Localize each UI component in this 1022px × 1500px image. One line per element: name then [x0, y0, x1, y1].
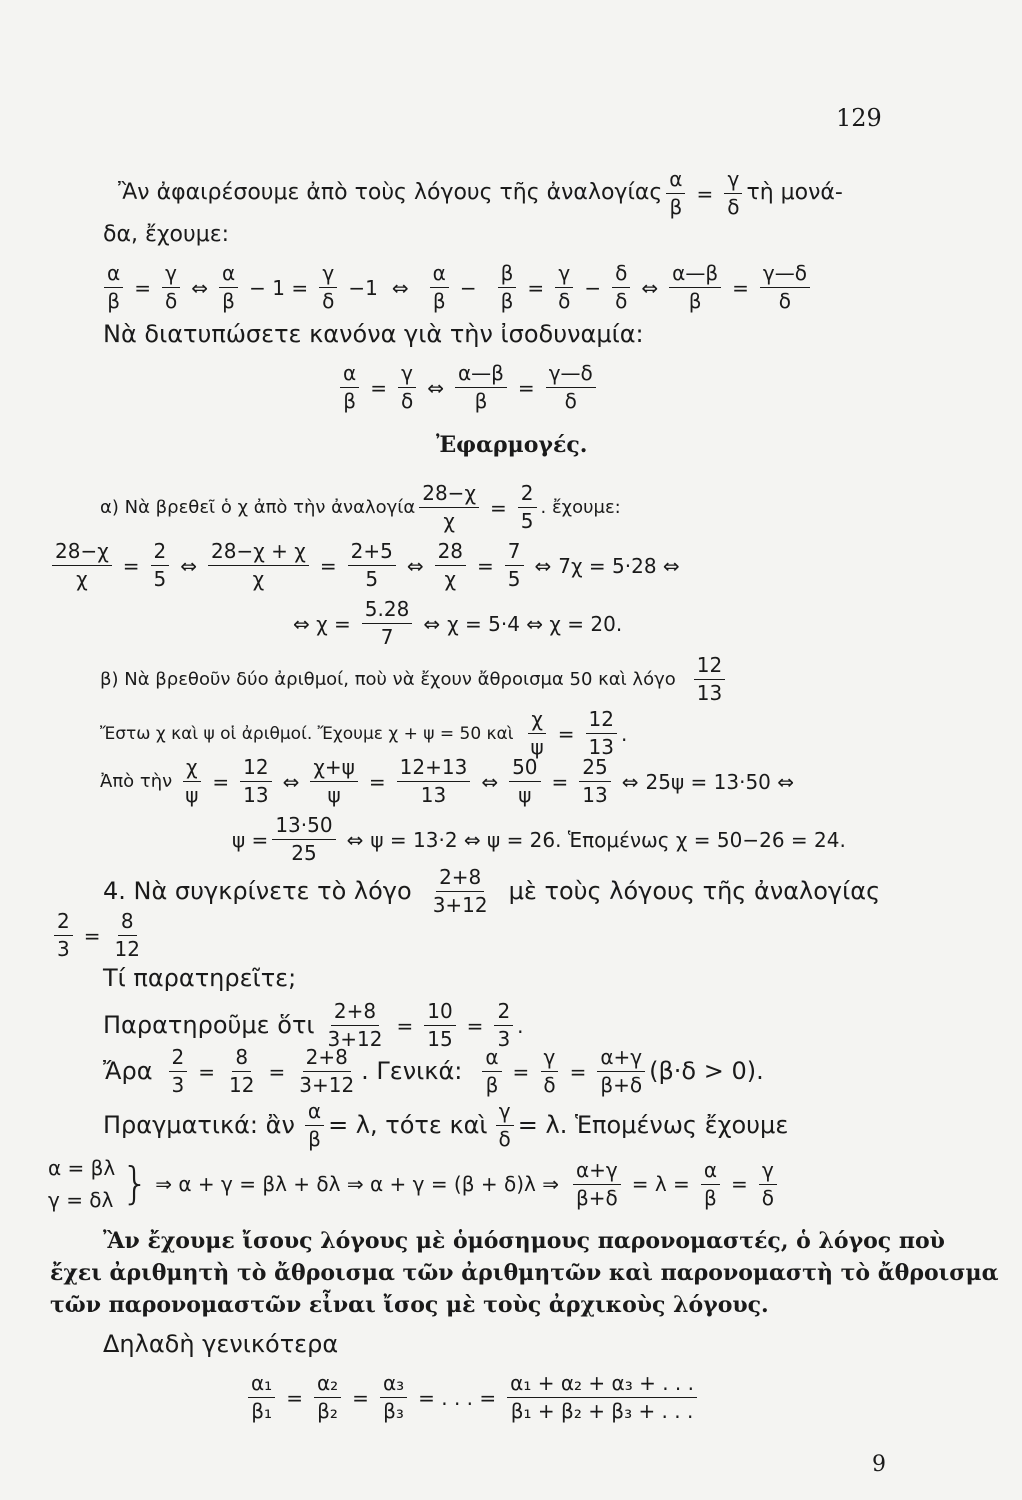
- app-b-eq-end: 25ψ = 13·50 ⇔: [645, 769, 795, 794]
- rule-line-3: τῶν παρονομαστῶν εἶναι ἴσος μὲ τοὺς ἀρχικοὺς λόγους.: [50, 1292, 769, 1318]
- intro-text-b: τὴ μονά-: [746, 180, 843, 206]
- ex4-derivation: α = βλ γ = δλ } ⇒ α + γ = βλ + δλ ⇒ α + γ = (β + δ)λ ⇒ $\frac{\alpha+\gamma}{\beta+\delta}$ = λ = $\frac{\alpha}{\beta}$ = $\frac{\gamma}{\delta}$: [48, 1152, 781, 1216]
- ex4-cond: (β·δ > 0).: [649, 1057, 764, 1086]
- app-b-line: β) Νὰ βρεθοῦν δύο ἀριθμοί, ποὺ νὰ ἔχουν ἄθροισμα 50 καὶ λόγο $\frac{12}{13}$: [100, 654, 729, 705]
- ex4-pragm-c: = λ. Ἑπομένως ἔχουμε: [517, 1111, 789, 1140]
- final-numerator: α₁ + α₂ + α₃ + . . .: [507, 1372, 697, 1398]
- app-b-text: β) Νὰ βρεθοῦν δύο ἀριθμοί, ποὺ νὰ ἔχουν ἄθροισμα 50 καὶ λόγο: [100, 669, 676, 690]
- ex4-observe: Παρατηροῦμε ὅτι $\frac{2+8}{3+12}$ = $\frac{10}{15}$ = $\frac{2}{3}$ .: [103, 999, 524, 1051]
- app-b-psi-b: ψ = 13·2 ⇔ ψ = 26. Ἑπομένως χ = 50−26 = 24.: [370, 827, 846, 852]
- intro-line-2: δα, ἔχουμε:: [103, 222, 230, 247]
- ex4-ara-text: Ἄρα: [103, 1057, 153, 1086]
- ex4-genika: . Γενικά:: [361, 1057, 463, 1086]
- app-a-text-b: . ἔχουμε:: [540, 497, 621, 518]
- ex4-pragm-b: = λ, τότε καὶ: [328, 1111, 488, 1140]
- ex4-proportion: $\frac{2}{3}$ = $\frac{8}{12}$: [50, 910, 147, 961]
- app-b-let: Ἔστω χ καὶ ψ οἱ ἀριθμοί. Ἔχουμε χ + ψ = 50 καὶ $\frac{\chi}{\psi}$ = $\frac{12}{13}$ .: [100, 707, 628, 759]
- ex4-pragm-a: Πραγματικά: ἂν: [103, 1111, 295, 1140]
- app-a-text: α) Νὰ βρεθεῖ ὁ χ ἀπὸ τὴν ἀναλογία: [100, 497, 416, 518]
- ex4-chain: ⇒ α + γ = βλ + δλ ⇒ α + γ = (β + δ)λ ⇒: [155, 1172, 559, 1196]
- ex4-system: [48, 1152, 115, 1216]
- app-a-result-text: χ = 5·4 ⇔ χ = 20.: [447, 611, 623, 636]
- ex4-sys1: α = βλ: [48, 1156, 116, 1180]
- app-b-let-text: Ἔστω χ καὶ ψ οἱ ἀριθμοί. Ἔχουμε χ + ψ = 50 καὶ: [100, 723, 514, 744]
- ex4-ara: Ἄρα $\frac{2}{3}$ = $\frac{8}{12}$ = $\frac{2+8}{3+12}$ . Γενικά: $\frac{\alpha}{\beta}$ = $\frac{\gamma}{\delta}$ = $\frac{\alpha+\gamma}{\beta+\delta}$ (β·δ > 0).: [103, 1045, 764, 1097]
- final-denominator: β₁ + β₂ + β₃ + . . .: [510, 1399, 694, 1423]
- ex4-pragmatika: Πραγματικά: ἂν $\frac{\alpha}{\beta}$ = λ, τότε καὶ $\frac{\gamma}{\delta}$ = λ. Ἑπομένως ἔχουμε: [103, 1099, 789, 1151]
- app-a-result: ⇔ χ = $\frac{5.28}{7}$ ⇔ χ = 5·4 ⇔ χ = 20.: [293, 597, 623, 649]
- ex4-question: Τί παρατηρεῖτε;: [103, 964, 297, 992]
- app-a-line-end: 7χ = 5·28 ⇔: [558, 553, 680, 578]
- rule-line-1: Ἂν ἔχουμε ἴσους λόγους μὲ ὁμόσημους παρονομαστές, ὁ λόγος ποὺ: [103, 1228, 945, 1254]
- ex4-sys2: γ = δλ: [48, 1188, 114, 1212]
- section-heading: Ἐφαρμογές.: [436, 432, 588, 458]
- general-formula: $\frac{\text{α₁}}{\text{β₁}}$ = $\frac{\text{α₂}}{\text{β₂}}$ = $\frac{\text{α₃}}{\text{β₃}}$ = . . . = $\frac{\text{α₁ + α₂ + α₃ + . . .}}{\text{β₁ + β₂ + β₃ + . . .}}$: [244, 1372, 701, 1423]
- right-brace-icon: }: [121, 1158, 150, 1209]
- ex4-text-a: 4. Νὰ συγκρίνετε τὸ λόγο: [103, 877, 412, 906]
- instruction-text: Νὰ διατυπώσετε κανόνα γιὰ τὴν ἰσοδυναμία:: [103, 320, 644, 348]
- app-b-from: Ἀπὸ τὴν: [100, 771, 173, 792]
- page-number: 129: [836, 104, 882, 132]
- ex4-line: 4. Νὰ συγκρίνετε τὸ λόγο $\frac{2+8}{3+12}$ μὲ τοὺς λόγους τῆς ἀναλογίας: [103, 865, 881, 917]
- app-b-chain: Ἀπὸ τὴν $\frac{\chi}{\psi}$ = $\frac{12}{13}$ ⇔ $\frac{\chi+\psi}{\psi}$ = $\frac{12+13}{13}$ ⇔ $\frac{50}{\psi}$ = $\frac{25}{13}$ ⇔ 25ψ = 13·50 ⇔: [100, 755, 795, 807]
- ex4-observe-text: Παρατηροῦμε ὅτι: [103, 1011, 315, 1040]
- rule-line-2: ἔχει ἀριθμητὴ τὸ ἄθροισμα τῶν ἀριθμητῶν καὶ παρονομαστὴ τὸ ἄθροισμα: [50, 1260, 999, 1286]
- app-b-psi-a: ψ =: [232, 827, 269, 852]
- app-b-psi: ψ = $\frac{13\cdot 50}{25}$ ⇔ ψ = 13·2 ⇔ ψ = 26. Ἑπομένως χ = 50−26 = 24.: [232, 813, 846, 865]
- intro-text-a: Ἂν ἀφαιρέσουμε ἀπὸ τοὺς λόγους τῆς ἀναλογίας: [118, 180, 663, 206]
- equivalence-chain: $\frac{\alpha}{\beta}$ = $\frac{\gamma}{\delta}$ ⇔ $\frac{\alpha}{\beta}$ − 1 = $\frac{\gamma}{\delta}$ −1 ⇔ $\frac{\alpha}{\beta}$ − $\frac{\beta}{\beta}$ = $\frac{\gamma}{\delta}$ − $\frac{\delta}{\delta}$ ⇔ $\frac{\alpha—\beta}{\beta}$ = $\frac{\gamma—\delta}{\delta}$: [100, 262, 814, 313]
- ex4-text-b: μὲ τοὺς λόγους τῆς ἀναλογίας: [508, 877, 881, 906]
- rule-formula: $\frac{\alpha}{\beta}$ = $\frac{\gamma}{\delta}$ ⇔ $\frac{\alpha—\beta}{\beta}$ = $\frac{\gamma—\delta}{\delta}$: [336, 362, 600, 413]
- general-text: Δηλαδὴ γενικότερα: [103, 1330, 339, 1358]
- app-a-steps: $\frac{28-\chi}{\chi}$ = $\frac{2}{5}$ ⇔ $\frac{28-\chi + \chi}{\chi}$ = $\frac{2+5}{5}$ ⇔ $\frac{28}{\chi}$ = $\frac{7}{5}$ ⇔ 7χ = 5·28 ⇔: [48, 540, 680, 591]
- app-a-line: α) Νὰ βρεθεῖ ὁ χ ἀπὸ τὴν ἀναλογία $\frac{28-\chi}{\chi}$ = $\frac{2}{5}$ . ἔχουμε:: [100, 481, 621, 533]
- intro-line-1: Ἂν ἀφαιρέσουμε ἀπὸ τοὺς λόγους τῆς ἀναλογίας $\frac{\alpha}{\beta}$ = $\frac{\gamma}{\delta}$ τὴ μονά-: [118, 167, 843, 219]
- footer-number: 9: [872, 1452, 886, 1477]
